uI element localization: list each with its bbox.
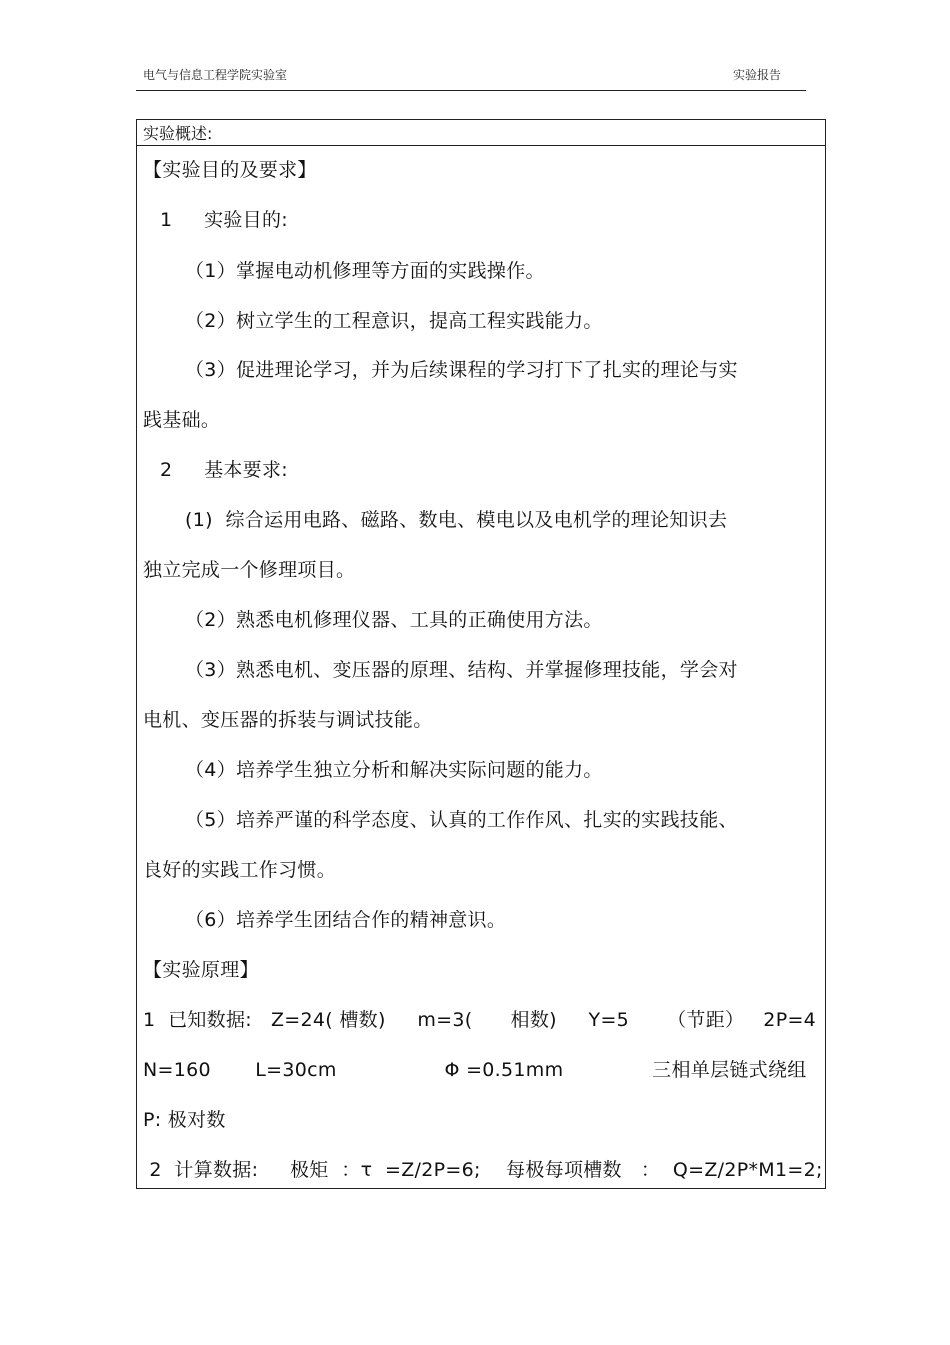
objective-item-1: （1）掌握电动机修理等方面的实践操作。 [185,260,545,282]
known-data-line-2: N=160 L=30cm Φ =0.51mm 三相单层链式绕组 [143,1059,807,1081]
objective-heading: 1 实验目的: [160,209,288,231]
requirement-item-5: （5）培养严谨的科学态度、认真的工作作风、扎实的实践技能、 [185,809,738,831]
section-title-principle: 【实验原理】 [143,959,259,981]
objective-item-3: （3）促进理论学习，并为后续课程的学习打下了扎实的理论与实 [185,359,738,381]
requirement-item-3-cont: 电机、变压器的拆装与调试技能。 [143,709,433,731]
requirement-item-3: （3）熟悉电机、变压器的原理、结构、并掌握修理技能，学会对 [185,659,738,681]
section-title-objectives: 【实验目的及要求】 [143,159,317,181]
objective-item-2: （2）树立学生的工程意识，提高工程实践能力。 [185,310,603,332]
computed-data-line: 2 计算数据: 极矩 ：τ =Z/2P=6; 每极每项槽数 ： Q=Z/2P*M1=2; [143,1159,823,1181]
header-rule [136,90,806,91]
requirement-item-1-cont: 独立完成一个修理项目。 [143,559,356,581]
requirement-item-2: （2）熟悉电机修理仪器、工具的正确使用方法。 [185,609,603,631]
requirement-item-5-cont: 良好的实践工作习惯。 [143,859,337,881]
known-data-line: 1 已知数据: Z=24( 槽数) m=3( 相数) Y=5 （节距） 2P=4 [143,1009,817,1031]
requirements-heading: 2 基本要求: [160,459,288,481]
overview-label: 实验概述: [143,124,213,143]
requirement-item-4: （4）培养学生独立分析和解决实际问题的能力。 [185,759,603,781]
overview-row [136,119,826,146]
requirement-item-1: (1) 综合运用电路、磁路、数电、模电以及电机学的理论知识去 [185,509,728,531]
known-data-line-3: P: 极对数 [143,1109,226,1131]
page-header-right: 实验报告 [733,68,782,82]
requirement-item-6: （6）培养学生团结合作的精神意识。 [185,909,507,931]
objective-item-3-cont: 践基础。 [143,409,221,431]
page-header-left: 电气与信息工程学院实验室 [143,68,288,82]
